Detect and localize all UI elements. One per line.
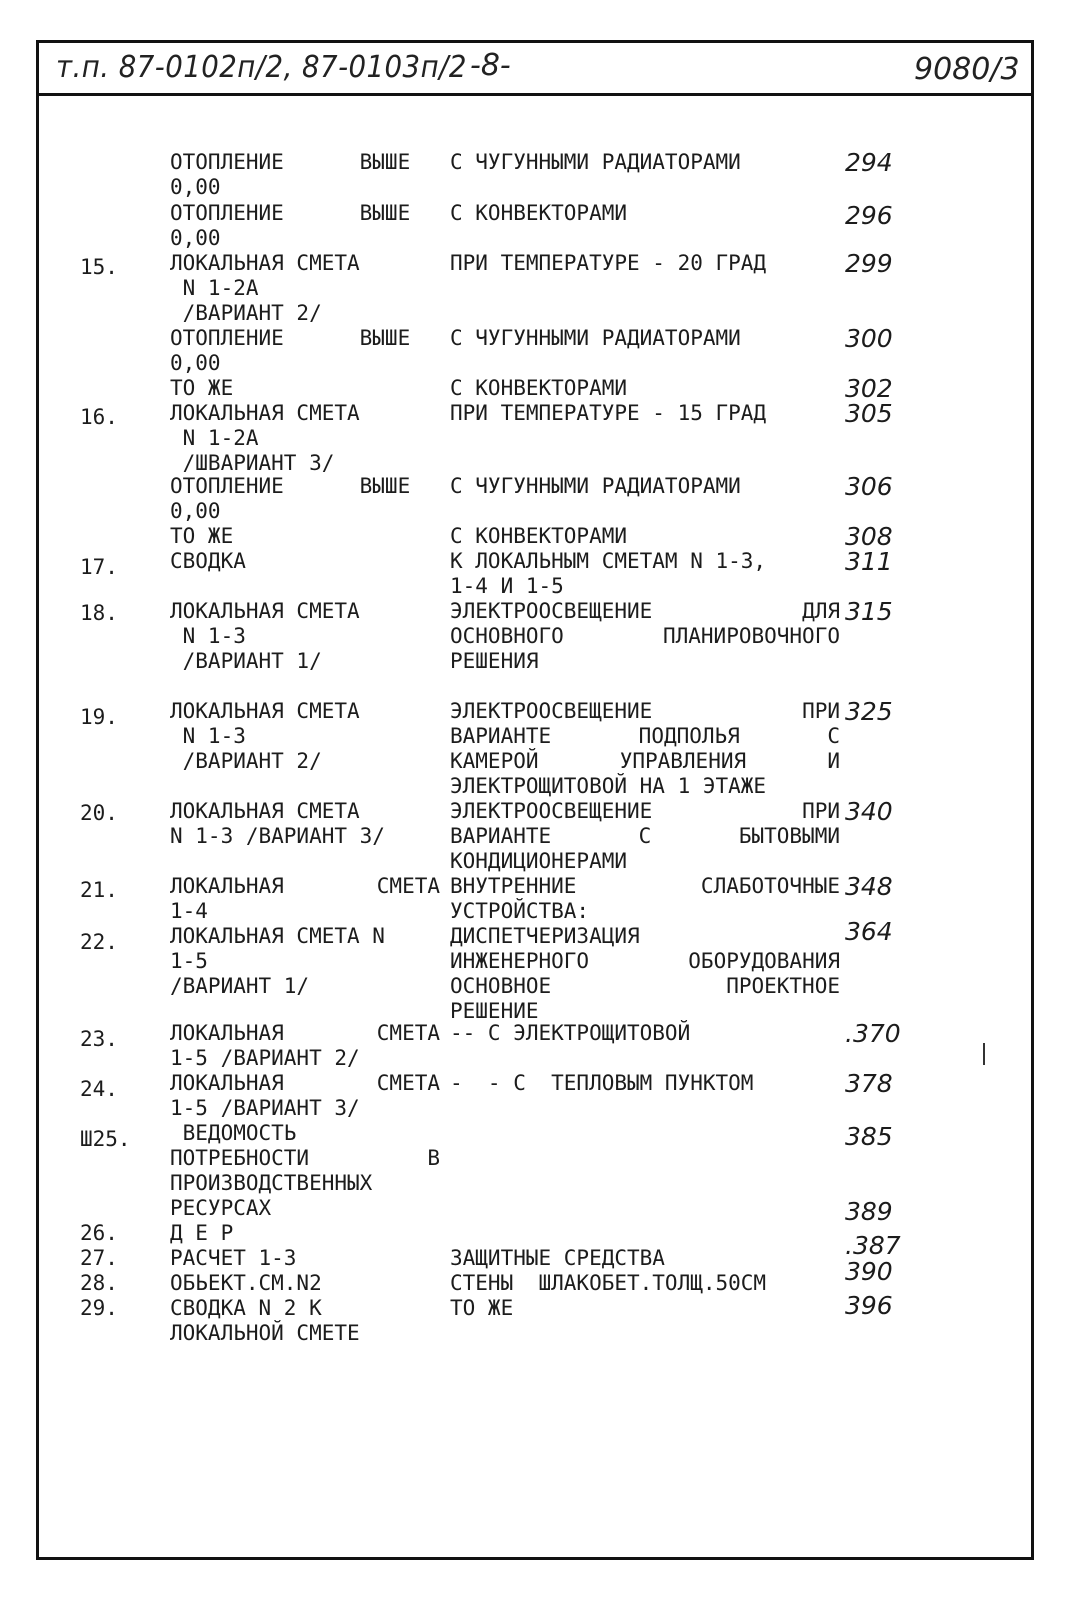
item-number: 24. xyxy=(80,1077,118,1101)
item-name-line: ЛОКАЛЬНАЯ СМЕТА xyxy=(170,401,360,425)
item-name-line: ОТОПЛЕНИЕ ВЫШЕ xyxy=(170,150,411,174)
item-page-number: .387 xyxy=(845,1231,901,1260)
item-name-line: 0,00 xyxy=(170,226,221,250)
item-page-number: 306 xyxy=(845,472,893,501)
item-name-line: ЛОКАЛЬНАЯ СМЕТА xyxy=(170,699,360,723)
item-number: 22. xyxy=(80,930,118,954)
item-name-line: ВЕДОМОСТЬ xyxy=(170,1121,297,1145)
item-name-line: /ВАРИАНТ 1/ xyxy=(170,974,310,998)
item-name-line: ОТОПЛЕНИЕ ВЫШЕ xyxy=(170,326,411,350)
item-description-line: ЭЛЕКТРООСВЕЩЕНИЕ ДЛЯ xyxy=(450,599,840,623)
item-page-number: 348 xyxy=(845,872,893,901)
item-name-line: 1-5 /ВАРИАНТ 3/ xyxy=(170,1096,360,1120)
item-page-number: 308 xyxy=(845,522,893,551)
item-number: 20. xyxy=(80,801,118,825)
item-page-number: 315 xyxy=(845,597,893,626)
item-page-number: 390 xyxy=(845,1257,893,1286)
item-name-line: ЛОКАЛЬНАЯ СМЕТА xyxy=(170,251,360,275)
item-page-number: 385 xyxy=(845,1122,893,1151)
item-name-line: РЕСУРСАХ xyxy=(170,1196,272,1220)
item-description-line: С КОНВЕКТОРАМИ xyxy=(450,201,628,225)
sheet-number: 9080/3 xyxy=(914,52,1020,87)
item-description-line: ПРИ ТЕМПЕРАТУРЕ - 15 ГРАД xyxy=(450,401,767,425)
item-number: Ш25. xyxy=(80,1127,131,1151)
item-page-number: 325 xyxy=(845,697,893,726)
item-page-number: 302 xyxy=(845,374,893,403)
item-name-line: 1-5 xyxy=(170,949,208,973)
item-name-line: ОБЬЕКТ.СМ.N2 xyxy=(170,1271,322,1295)
item-name-line: СВОДКА xyxy=(170,549,246,573)
item-description-line: С ЧУГУННЫМИ РАДИАТОРАМИ xyxy=(450,474,741,498)
item-page-number: 396 xyxy=(845,1291,893,1320)
item-name-line: Д Е Р xyxy=(170,1221,234,1245)
item-name-line: /ШВАРИАНТ 3/ xyxy=(170,451,335,475)
item-name-line: ЛОКАЛЬНАЯ СМЕТА xyxy=(170,1021,440,1045)
item-page-number: 300 xyxy=(845,324,893,353)
item-name-line: ЛОКАЛЬНАЯ СМЕТА xyxy=(170,1071,440,1095)
item-description-line: ВНУТРЕННИЕ СЛАБОТОЧНЫЕ xyxy=(450,874,840,898)
item-number: 18. xyxy=(80,601,118,625)
item-description-line: С ЧУГУННЫМИ РАДИАТОРАМИ xyxy=(450,150,741,174)
item-description-line: СТЕНЫ ШЛАКОБЕТ.ТОЛЩ.50СМ xyxy=(450,1271,767,1295)
item-description-line: ЗАЩИТНЫЕ СРЕДСТВА xyxy=(450,1246,665,1270)
item-page-number: .370 xyxy=(845,1019,901,1048)
item-description-line: РЕШЕНИЯ xyxy=(450,649,539,673)
item-page-number: 340 xyxy=(845,797,893,826)
item-number: 16. xyxy=(80,405,118,429)
item-description-line: КАМЕРОЙ УПРАВЛЕНИЯ И xyxy=(450,749,840,773)
item-page-number: 296 xyxy=(845,201,893,230)
document-code: т.п. 87-0102п/2, 87-0103п/2 xyxy=(56,50,467,85)
item-name-line: ОТОПЛЕНИЕ ВЫШЕ xyxy=(170,474,411,498)
item-number: 15. xyxy=(80,255,118,279)
item-number: 27. xyxy=(80,1246,118,1270)
item-name-line: ТО ЖЕ xyxy=(170,524,234,548)
item-name-line: ЛОКАЛЬНАЯ СМЕТА xyxy=(170,799,360,823)
item-name-line: РАСЧЕТ 1-3 xyxy=(170,1246,297,1270)
item-name-line: /ВАРИАНТ 1/ xyxy=(170,649,322,673)
item-name-line: ЛОКАЛЬНОЙ СМЕТЕ xyxy=(170,1321,360,1345)
item-name-line: N 1-3 xyxy=(170,724,246,748)
item-description-line: К ЛОКАЛЬНЫМ СМЕТАМ N 1-3, xyxy=(450,549,767,573)
item-name-line: /ВАРИАНТ 2/ xyxy=(170,749,322,773)
item-description-line: ЭЛЕКТРООСВЕЩЕНИЕ ПРИ xyxy=(450,799,840,823)
item-number: 29. xyxy=(80,1296,118,1320)
item-description-line: КОНДИЦИОНЕРАМИ xyxy=(450,849,628,873)
item-page-number: 305 xyxy=(845,399,893,428)
item-name-line: ПОТРЕБНОСТИ В xyxy=(170,1146,440,1170)
item-description-line: С КОНВЕКТОРАМИ xyxy=(450,524,628,548)
item-description-line: ОСНОВНОЕ ПРОЕКТНОЕ xyxy=(450,974,840,998)
item-name-line: ЛОКАЛЬНАЯ СМЕТА N xyxy=(170,924,385,948)
page-number: -8- xyxy=(470,48,511,83)
item-description-line: РЕШЕНИЕ xyxy=(450,999,539,1023)
item-number: 17. xyxy=(80,555,118,579)
item-number: 21. xyxy=(80,878,118,902)
item-name-line: N 1-2А xyxy=(170,276,259,300)
item-description-line: ЭЛЕКТРООСВЕЩЕНИЕ ПРИ xyxy=(450,699,840,723)
item-name-line: N 1-2А xyxy=(170,426,259,450)
item-description-line: С ЧУГУННЫМИ РАДИАТОРАМИ xyxy=(450,326,741,350)
item-number: 19. xyxy=(80,705,118,729)
item-name-line: ЛОКАЛЬНАЯ СМЕТА xyxy=(170,874,440,898)
item-name-line: N 1-3 xyxy=(170,624,246,648)
item-description-line: ТО ЖЕ xyxy=(450,1296,514,1320)
item-page-number: 299 xyxy=(845,249,893,278)
item-description-line: ВАРИАНТЕ С БЫТОВЫМИ xyxy=(450,824,840,848)
item-page-number: 294 xyxy=(845,148,893,177)
item-description-line: - - С ТЕПЛОВЫМ ПУНКТОМ xyxy=(450,1071,754,1095)
item-description-line: 1-4 И 1-5 xyxy=(450,574,564,598)
item-description-line: ИНЖЕНЕРНОГО ОБОРУДОВАНИЯ xyxy=(450,949,840,973)
item-page-number: 389 xyxy=(845,1197,893,1226)
item-name-line: /ВАРИАНТ 2/ xyxy=(170,301,322,325)
item-description-line: С КОНВЕКТОРАМИ xyxy=(450,376,628,400)
item-description-line: -- С ЭЛЕКТРОЩИТОВОЙ xyxy=(450,1021,691,1045)
item-name-line: ОТОПЛЕНИЕ ВЫШЕ xyxy=(170,201,411,225)
item-description-line: ВАРИАНТЕ ПОДПОЛЬЯ С xyxy=(450,724,840,748)
item-page-number: 311 xyxy=(845,547,893,576)
item-name-line: ТО ЖЕ xyxy=(170,376,234,400)
item-name-line: 1-4 xyxy=(170,899,208,923)
item-number: 23. xyxy=(80,1027,118,1051)
item-page-number: 378 xyxy=(845,1069,893,1098)
item-name-line: ЛОКАЛЬНАЯ СМЕТА xyxy=(170,599,360,623)
item-description-line: УСТРОЙСТВА: xyxy=(450,899,590,923)
item-number: 26. xyxy=(80,1221,118,1245)
item-name-line: СВОДКА N 2 К xyxy=(170,1296,322,1320)
item-name-line: ПРОИЗВОДСТВЕННЫХ xyxy=(170,1171,373,1195)
item-page-number: 364 xyxy=(845,917,893,946)
item-description-line: ДИСПЕТЧЕРИЗАЦИЯ xyxy=(450,924,640,948)
item-description-line: ОСНОВНОГО ПЛАНИРОВОЧНОГО xyxy=(450,624,840,648)
item-number: 28. xyxy=(80,1271,118,1295)
item-name-line: 0,00 xyxy=(170,499,221,523)
item-name-line: 0,00 xyxy=(170,175,221,199)
item-description-line: ПРИ ТЕМПЕРАТУРЕ - 20 ГРАД xyxy=(450,251,767,275)
item-name-line: N 1-3 /ВАРИАНТ 3/ xyxy=(170,824,385,848)
item-name-line: 0,00 xyxy=(170,351,221,375)
item-name-line: 1-5 /ВАРИАНТ 2/ xyxy=(170,1046,360,1070)
item-description-line: ЭЛЕКТРОЩИТОВОЙ НА 1 ЭТАЖЕ xyxy=(450,774,767,798)
